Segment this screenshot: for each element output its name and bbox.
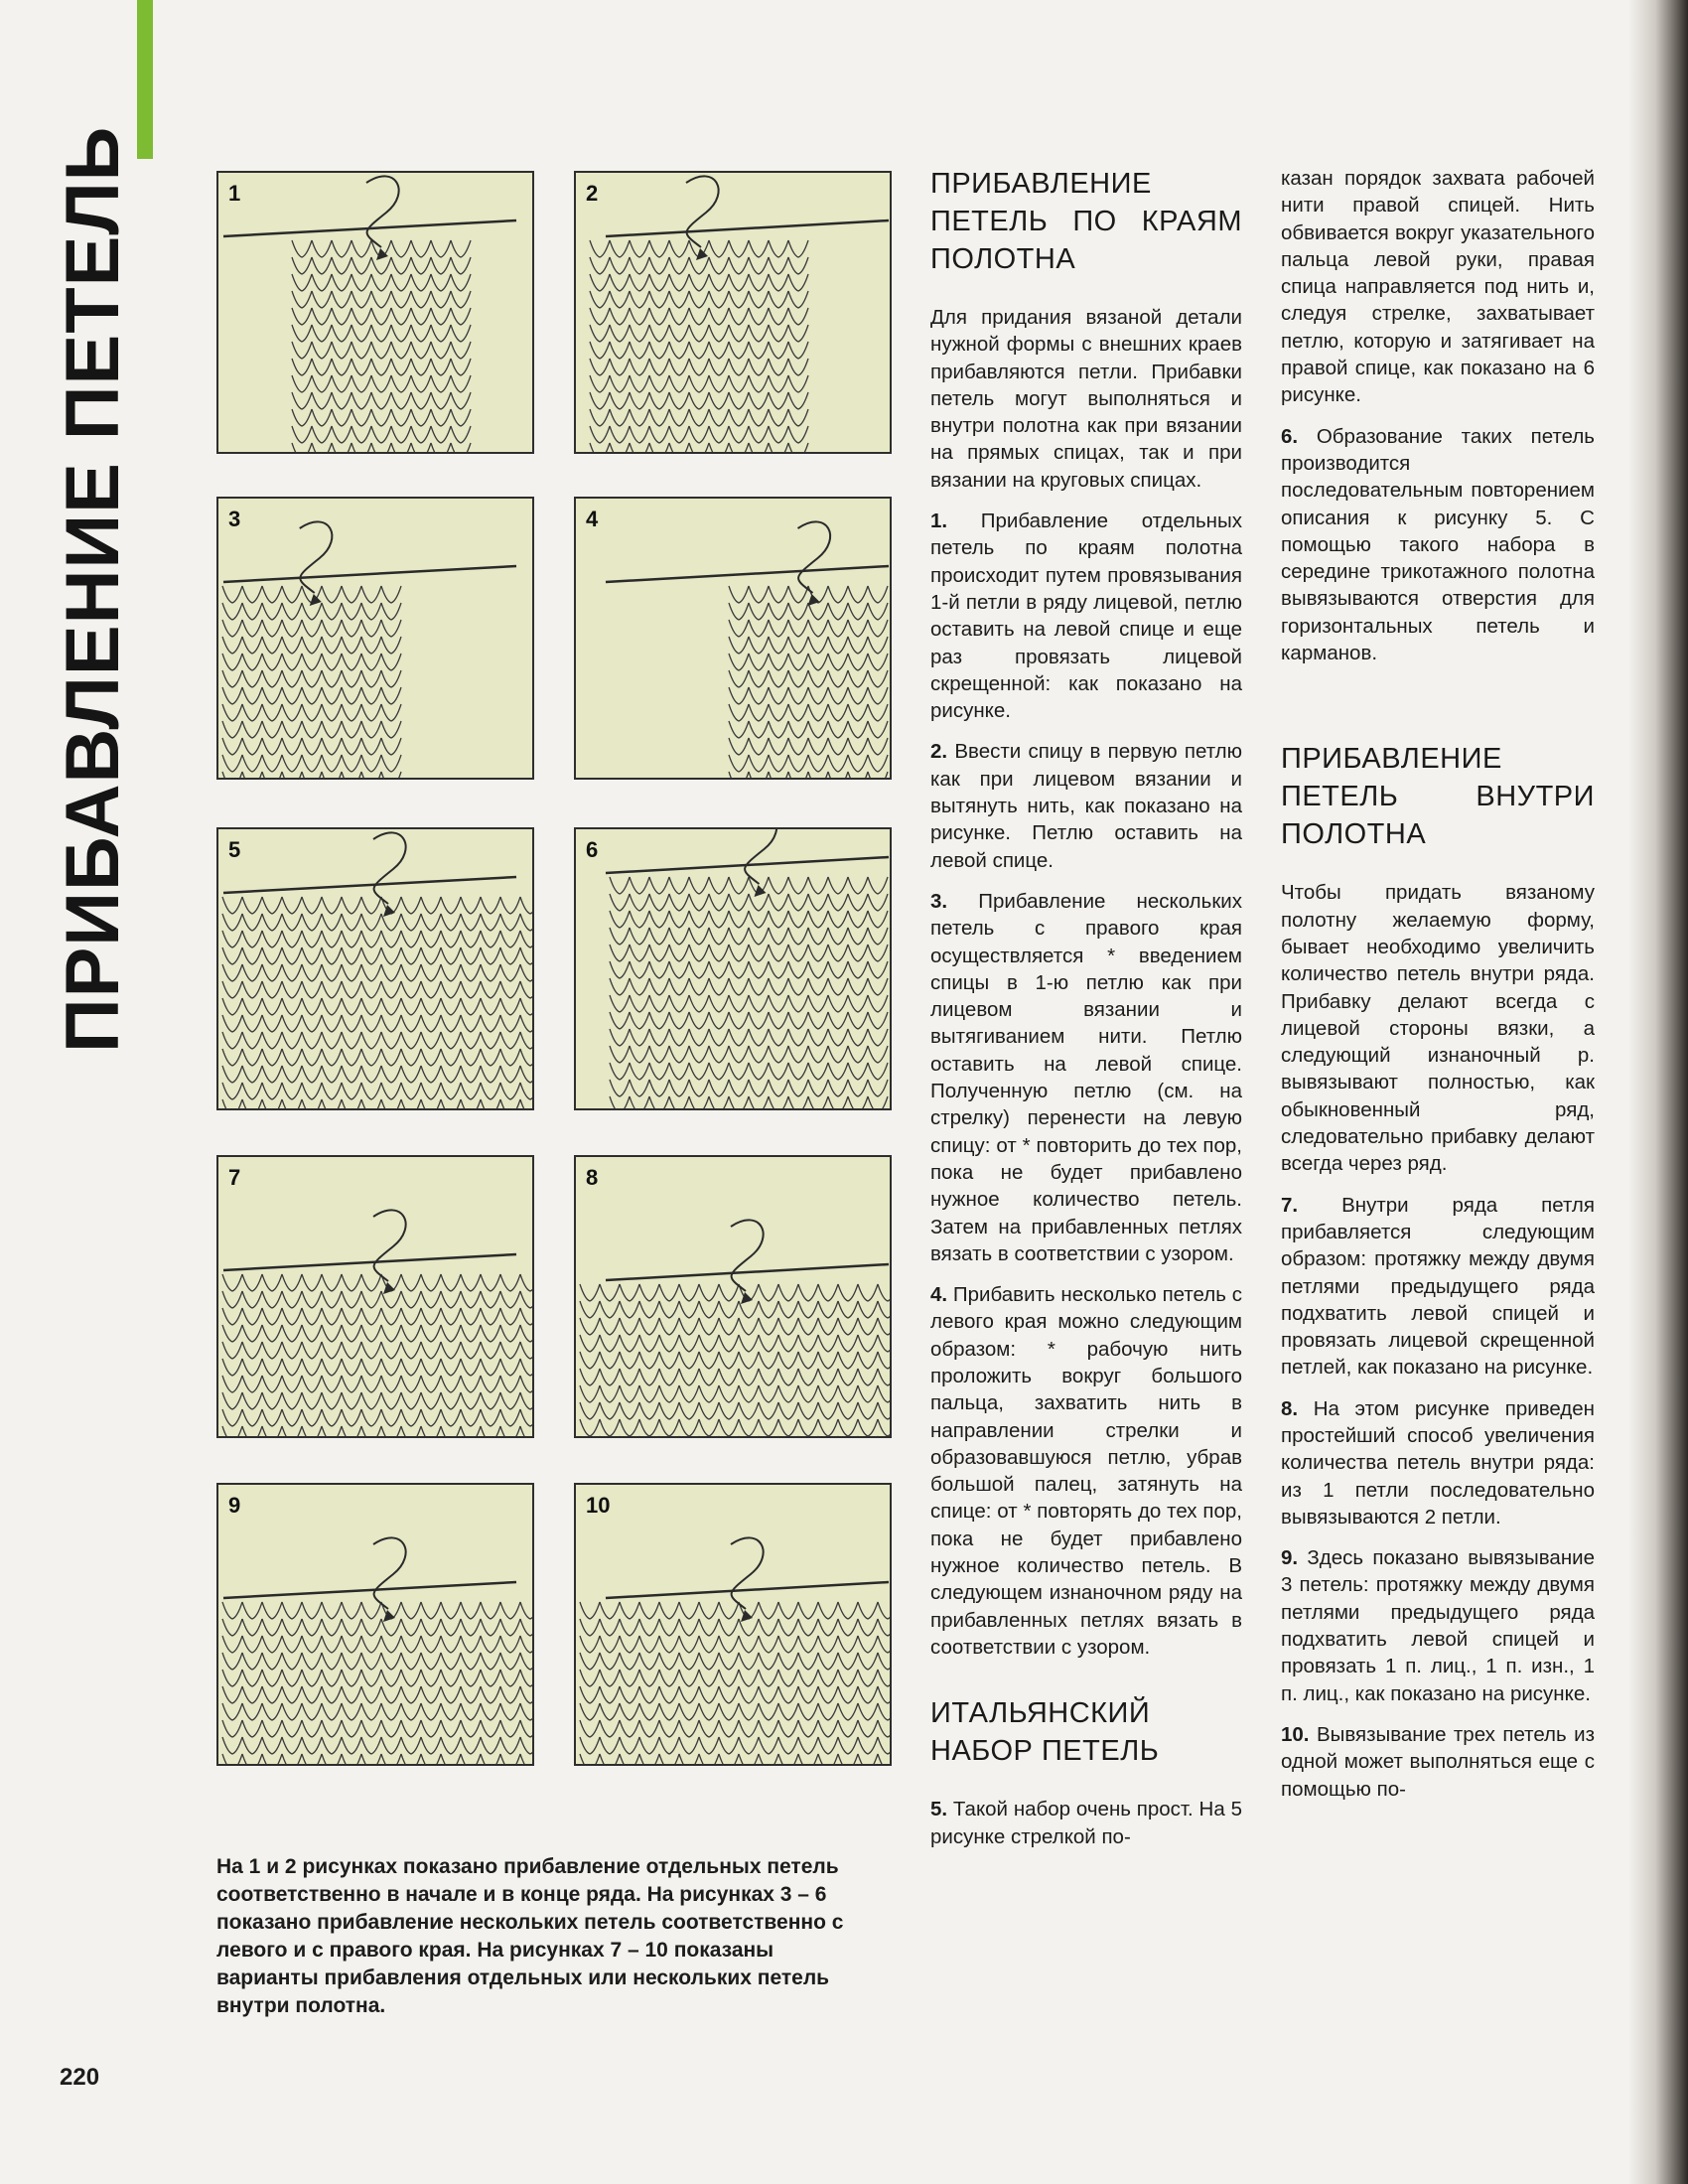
- figure-10: [574, 1483, 892, 1766]
- figure-number: 2: [586, 181, 599, 206]
- knit-stitches: [610, 877, 888, 1110]
- yarn-arrow: [798, 521, 831, 593]
- section-heading: ПРИБАВЛЕНИЕ ПЕТЕЛЬ ВНУТРИ ПОЛОТНА: [1281, 743, 1595, 851]
- figure-number: 9: [228, 1493, 241, 1518]
- yarn-arrow: [745, 829, 777, 884]
- item-number: 10.: [1281, 1722, 1310, 1746]
- figure-7: [216, 1155, 534, 1438]
- figure-3: [216, 497, 534, 780]
- figure-9: [216, 1483, 534, 1766]
- page-spine-shadow: [1628, 0, 1688, 2184]
- yarn-arrow: [373, 1210, 406, 1281]
- item-text: Такой набор очень прост. На 5 рисунке стрелкой по-: [930, 1798, 1242, 1848]
- paragraph: [930, 1281, 1242, 1661]
- figure-number: 7: [228, 1165, 241, 1190]
- paragraph: [1281, 1192, 1595, 1382]
- figure-number: 5: [228, 837, 241, 862]
- paragraph: [1281, 1721, 1595, 1803]
- yarn-arrow: [731, 1220, 764, 1291]
- knit-illustration: [218, 499, 534, 780]
- knit-illustration: [576, 829, 892, 1110]
- knit-illustration: [218, 1157, 534, 1438]
- item-text: Ввести спицу в первую петлю как при лицевом вязании и вытянуть нить, как показано на рисунке. Петлю оставить на левой спице.: [930, 740, 1242, 872]
- item-text: Внутри ряда петля прибавляется следующим образом: протяжку между двумя петлями предыдущего ряда подхватить левой спицей и провязать лицевой скрещенной петлей, как показано на рисунке.: [1281, 1193, 1595, 1380]
- knit-illustration: [218, 1485, 534, 1766]
- item-number: 1.: [930, 510, 948, 533]
- item-number: 8.: [1281, 1396, 1299, 1420]
- yarn-arrow: [731, 1537, 764, 1609]
- knit-illustration: [576, 499, 892, 780]
- item-number: 5.: [930, 1798, 948, 1821]
- text-column-2: [1281, 165, 1595, 1817]
- knit-stitches: [590, 240, 808, 454]
- knit-stitches: [580, 1602, 892, 1766]
- arrow-head: [310, 594, 322, 606]
- knit-stitches: [292, 240, 471, 454]
- knit-illustration: [576, 1485, 892, 1766]
- arrow-head: [696, 248, 708, 260]
- yarn-arrow: [300, 521, 333, 593]
- figure-8: [574, 1155, 892, 1438]
- item-text: Вывязывание трех петель из одной может выполняться еще с помощью по-: [1281, 1722, 1595, 1801]
- knit-illustration: [218, 173, 534, 454]
- knit-illustration: [576, 1157, 892, 1438]
- item-number: 3.: [930, 889, 948, 913]
- yarn-arrow: [686, 176, 719, 247]
- item-number: 7.: [1281, 1193, 1299, 1217]
- figure-number: 4: [586, 507, 599, 531]
- knit-stitches: [222, 1274, 534, 1438]
- paragraph: [1281, 1395, 1595, 1530]
- item-number: 2.: [930, 740, 948, 764]
- page-number: 220: [60, 2064, 100, 2091]
- needle: [223, 220, 516, 236]
- paragraph: Чтобы придать вязаному полотну желаемую форму, бывает необходимо увеличить количество петель внутри ряда. Прибавку делают всегда с лицевой стороны вязки, а следующий изнаночный р. вывязывают полностью, как обыкновенный ряд, следовательно прибавку делают всегда через ряд.: [1281, 881, 1595, 1176]
- figure-number: 10: [586, 1493, 611, 1518]
- needle: [223, 566, 516, 582]
- figure-number: 3: [228, 507, 241, 531]
- figure-number: 1: [228, 181, 241, 206]
- section-heading: ПРИБАВЛЕНИЕ ПЕТЕЛЬ ПО КРАЯМ ПОЛОТНА: [930, 168, 1242, 275]
- yarn-arrow: [373, 1537, 406, 1609]
- paragraph: [1281, 1544, 1595, 1707]
- knit-stitches: [222, 1602, 534, 1766]
- knit-stitches: [729, 586, 888, 780]
- accent-bar: [137, 0, 153, 159]
- needle: [223, 1582, 516, 1598]
- paragraph: [930, 888, 1242, 1267]
- item-text: Здесь показано вывязывание 3 петель: протяжку между двумя петлями предыдущего ряда подхватить левой спицей и провязать 1 п. лиц., 1 п. изн., 1 п. лиц., как показано на рисунке.: [1281, 1546, 1595, 1705]
- figure-number: 8: [586, 1165, 599, 1190]
- knit-illustration: [218, 829, 534, 1110]
- yarn-arrow: [366, 176, 399, 247]
- arrow-head: [808, 594, 820, 606]
- figure-caption: На 1 и 2 рисунках показано прибавление отдельных петель соответственно в начале и в конце ряда. На рисунках 3 – 6 показано прибавление нескольких петель соответственно с левого и с правого края. На рисунках 7 – 10 показаны варианты прибавления отдельных или нескольких петель внутри полотна.: [216, 1855, 844, 2017]
- paragraph: [930, 738, 1242, 873]
- text-column-1: [930, 165, 1242, 1864]
- yarn-arrow: [373, 832, 406, 904]
- figure-4: [574, 497, 892, 780]
- figure-5: [216, 827, 534, 1110]
- section-heading: ИТАЛЬЯНСКИЙ НАБОР ПЕТЕЛЬ: [930, 1697, 1160, 1768]
- item-text: Образование таких петель производится последовательным повторением описания к рисунку 5. С помощью такого набора в середине трикотажного полотна вывязываются отверстия для горизонтальных петель и карманов.: [1281, 424, 1595, 665]
- paragraph: [930, 508, 1242, 724]
- paragraph: Для придания вязаной детали нужной формы с внешних краев прибавляются петли. Прибавки петель могут выполняться и внутри полотна как при вязании на прямых спицах, так и при вязании на круговых спицах.: [930, 306, 1242, 492]
- figure-number: 6: [586, 837, 599, 862]
- paragraph: казан порядок захвата рабочей нити правой спицей. Нить обвивается вокруг указательного пальца левой руки, правая спица направляется под нить и, следуя стрелке, захватывает петлю, которую и затягивает на правой спице, как показано на 6 рисунке.: [1281, 167, 1595, 407]
- needle: [223, 877, 516, 893]
- knit-stitches: [580, 1284, 892, 1438]
- knit-stitches: [222, 897, 534, 1110]
- needle: [606, 566, 889, 582]
- needle: [606, 1582, 889, 1598]
- paragraph: [1281, 423, 1595, 667]
- knit-stitches: [222, 586, 401, 780]
- item-text: Прибавление отдельных петель по краям полотна происходит путем провязывания 1-й петли в ряду лицевой, петлю оставить на левой спице и еще раз провязать лицевой скрещенной: как показано на рисунке.: [930, 510, 1242, 723]
- needle: [606, 1264, 889, 1280]
- item-number: 6.: [1281, 424, 1299, 448]
- item-number: 9.: [1281, 1546, 1299, 1570]
- item-text: Прибавить несколько петель с левого края можно следующим образом: * рабочую нить проложить вокруг большого пальца, захватить нить в направлении стрелки и образовавшуюся петлю, убрав большой палец, затянуть на спице: от * повторять до тех пор, пока не будет прибавлено нужное количество петель. В следующем изнаночном ряду на прибавленных петлях вязать в соответствии с узором.: [930, 1283, 1242, 1659]
- needle: [223, 1254, 516, 1270]
- needle: [606, 220, 889, 236]
- section-title: ПРИБАВЛЕНИЕ ПЕТЕЛЬ: [51, 125, 135, 1053]
- figure-2: [574, 171, 892, 454]
- figure-1: [216, 171, 534, 454]
- paragraph: [930, 1796, 1242, 1850]
- figure-6: [574, 827, 892, 1110]
- knit-illustration: [576, 173, 892, 454]
- item-number: 4.: [930, 1283, 948, 1307]
- item-text: Прибавление нескольких петель с правого края осуществляется * введением спицы в 1-ю петлю как при лицевом вязании и вытягиванием нити. Петлю оставить на левой спице. Полученную петлю (см. на стрелку) перенести на левую спицу: от * повторить до тех пор, пока не будет прибавлено нужное количество петель. Затем на прибавленных петлях вязать в соответствии с узором.: [930, 889, 1242, 1265]
- item-text: На этом рисунке приведен простейший способ увеличения количества петель внутри ряда: из 1 петли последовательно вывязываются 2 петли.: [1281, 1396, 1595, 1529]
